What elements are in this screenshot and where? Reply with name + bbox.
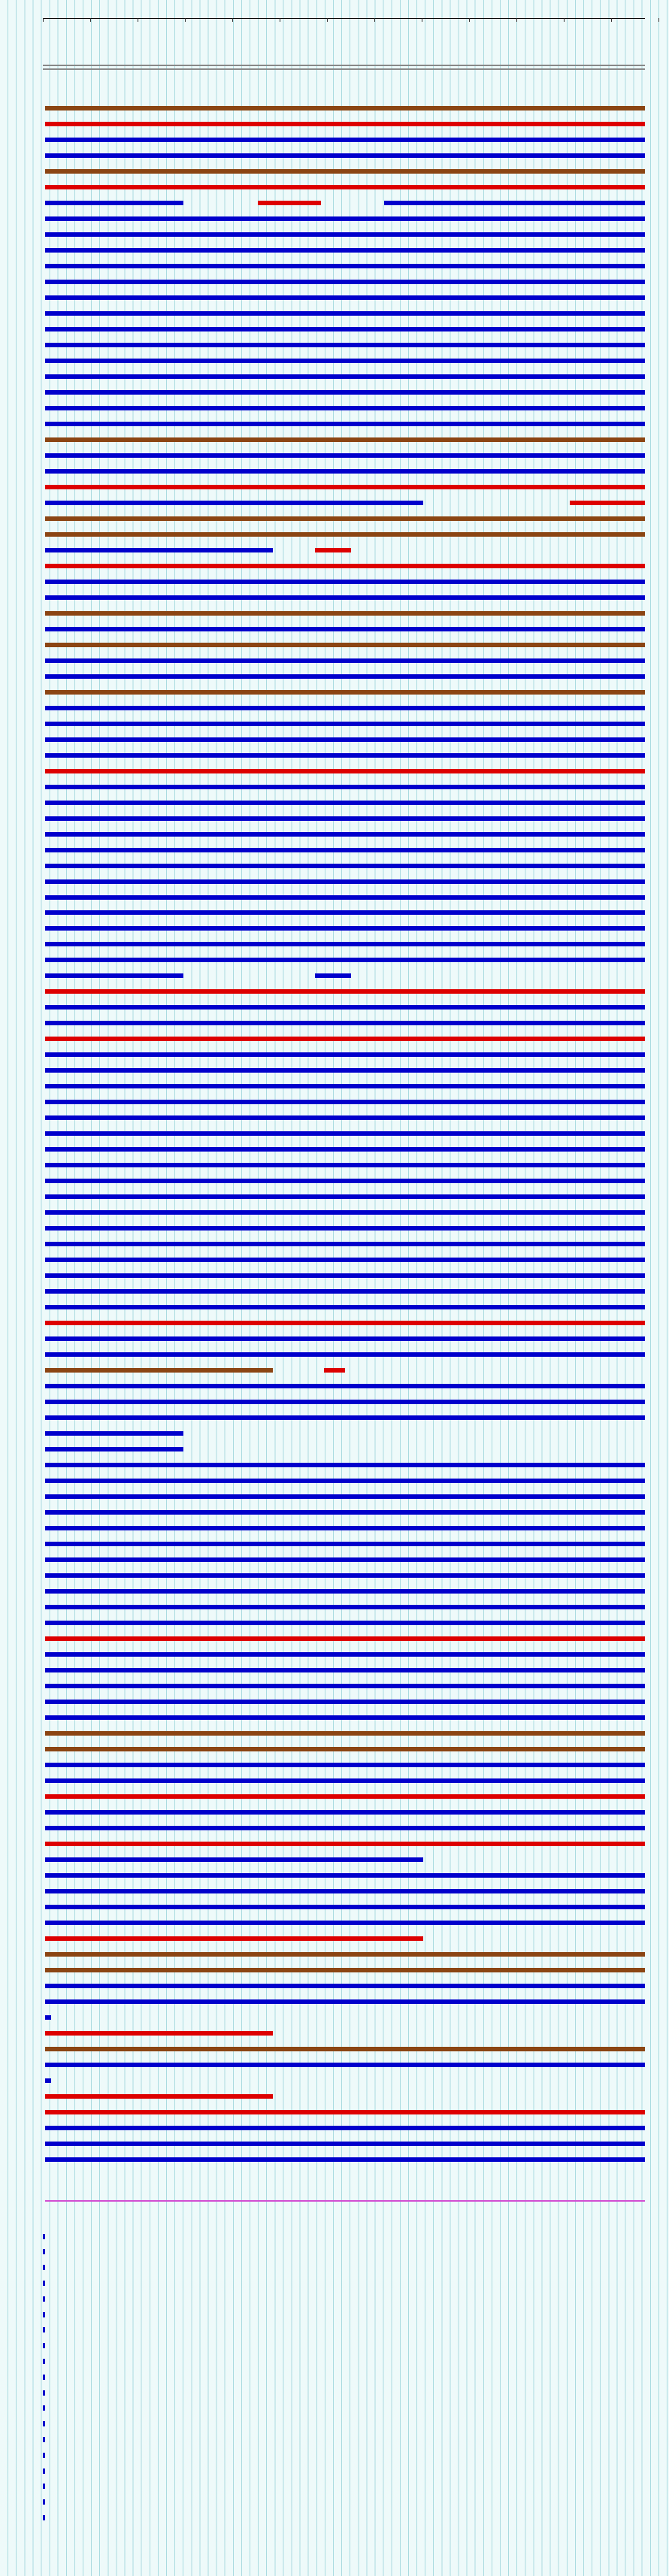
dgv-variant-bar — [45, 1005, 645, 1010]
dgv-variant-bar — [45, 232, 645, 237]
dgv-variant-bar — [45, 1810, 645, 1815]
cytoband-bar-2 — [43, 68, 645, 70]
ruler-tick — [327, 18, 328, 22]
segdup-marker — [43, 2421, 45, 2426]
dgv-variant-bar — [45, 359, 645, 363]
dgv-variant-bar — [45, 122, 645, 126]
dgv-variant-bar — [45, 280, 645, 284]
dgv-variant-bar — [45, 1400, 645, 1404]
dgv-variant-bar — [45, 1289, 645, 1294]
ruler-tick — [611, 18, 612, 22]
dgv-variant-bar — [315, 548, 351, 552]
segdup-marker — [43, 2327, 45, 2332]
dgv-variant-bar — [45, 1431, 183, 1436]
dgv-variant-bar — [45, 1589, 645, 1594]
ruler-tick — [232, 18, 233, 22]
dgv-variant-bar — [45, 706, 645, 710]
dgv-variant-bar — [315, 973, 351, 978]
dgv-variant-bar — [45, 1747, 645, 1751]
dgv-variant-bar — [45, 327, 645, 331]
dgv-variant-bar — [45, 643, 645, 647]
segdup-marker — [43, 2296, 45, 2302]
dgv-variant-bar — [45, 989, 645, 994]
dgv-variant-bar — [45, 1889, 645, 1893]
ruler-tick — [516, 18, 517, 22]
dgv-variant-bar — [105, 2157, 645, 2162]
segdup-marker — [43, 2405, 45, 2411]
dgv-variant-bar — [45, 1873, 645, 1878]
dgv-variant-bar — [45, 1526, 645, 1530]
segdup-marker — [43, 2515, 45, 2520]
dgv-variant-bar — [45, 1352, 645, 1357]
dgv-variant-bar — [45, 1921, 645, 1925]
dgv-variant-bar — [45, 1242, 645, 1246]
dgv-variant-bar — [45, 658, 645, 663]
ruler-tick — [43, 18, 44, 22]
dgv-variant-bar — [45, 1715, 645, 1720]
dgv-variant-bar — [45, 264, 645, 268]
dgv-variant-bar — [45, 1573, 645, 1578]
segdup-marker — [43, 2265, 45, 2270]
dgv-variant-bar — [45, 169, 645, 174]
dgv-variant-bar — [45, 2126, 645, 2130]
segdup-marker — [43, 2281, 45, 2286]
dgv-variant-bar — [45, 580, 645, 584]
segdup-marker — [43, 2375, 45, 2380]
dgv-variant-bar — [45, 201, 183, 205]
dgv-variant-bar — [45, 816, 645, 821]
dgv-variant-bar — [45, 1258, 645, 1262]
dgv-variant-bar — [45, 1936, 423, 1941]
dgv-variant-bar — [45, 1684, 645, 1688]
dgv-variant-bar — [45, 1652, 645, 1657]
dgv-variant-bar — [45, 106, 645, 110]
dgv-variant-bar — [45, 1605, 645, 1609]
dgv-variant-bar — [45, 1999, 645, 2004]
dgv-variant-bar — [45, 1984, 645, 1988]
dgv-variant-bar — [45, 1115, 645, 1120]
segdup-marker — [43, 2390, 45, 2396]
dgv-variant-bar — [45, 1905, 645, 1909]
dgv-variant-bar — [45, 801, 645, 805]
dgv-variant-bar — [45, 532, 645, 537]
ruler-tick — [185, 18, 186, 22]
dgv-variant-bar — [45, 1794, 645, 1799]
dgv-variant-bar — [45, 769, 645, 773]
dgv-variant-bar — [45, 437, 645, 442]
dgv-variant-bar — [45, 1763, 645, 1767]
dgv-variant-bar — [45, 1557, 645, 1562]
dgv-variant-bar — [45, 690, 645, 695]
ruler-tick — [90, 18, 91, 22]
dgv-variant-bar — [45, 1857, 423, 1862]
dgv-variant-bar — [45, 737, 645, 742]
dgv-variant-bar — [45, 2031, 273, 2036]
dgv-variant-bar — [45, 674, 645, 679]
segdup-marker — [43, 2343, 45, 2348]
dgv-variant-bar — [45, 1968, 645, 1972]
segdup-marker — [43, 2437, 45, 2442]
dgv-variant-bar — [45, 1636, 645, 1641]
segdup-marker — [43, 2484, 45, 2489]
dgv-variant-bar — [45, 422, 645, 426]
dgv-variant-bar — [45, 248, 645, 253]
dgv-variant-bar — [45, 1668, 645, 1672]
dgv-variant-bar — [45, 848, 645, 852]
dgv-variant-bar — [45, 1842, 645, 1846]
dgv-variant-bar — [45, 753, 645, 758]
dgv-variant-bar — [384, 201, 645, 205]
cytoband-bar — [43, 65, 645, 66]
dgv-variant-bar — [45, 1368, 273, 1373]
dgv-variant-bar — [45, 1037, 645, 1041]
dgv-variant-bar — [45, 1321, 645, 1325]
dgv-variant-bar — [45, 138, 645, 142]
refseq-gene-line — [45, 2200, 645, 2202]
dgv-variant-bar — [324, 1368, 345, 1373]
dgv-variant-bar — [45, 1494, 645, 1499]
dgv-variant-bar — [45, 469, 645, 474]
segdup-marker — [43, 2469, 45, 2474]
dgv-variant-bar — [45, 311, 645, 316]
dgv-variant-bar — [45, 1163, 645, 1167]
dgv-variant-bar — [45, 1336, 645, 1341]
dgv-variant-bar — [45, 485, 645, 489]
dgv-variant-bar — [45, 1210, 645, 1215]
segdup-marker — [43, 2453, 45, 2458]
dgv-variant-bar — [45, 564, 645, 568]
dgv-variant-bar — [45, 864, 645, 868]
dgv-variant-bar — [45, 958, 645, 962]
ruler-tick — [374, 18, 375, 22]
dgv-variant-bar — [45, 785, 645, 789]
dgv-variant-bar — [45, 942, 645, 946]
dgv-variant-bar — [45, 343, 645, 347]
dgv-variant-bar — [45, 1700, 645, 1704]
dgv-variant-bar — [45, 1021, 645, 1025]
dgv-variant-bar — [45, 2157, 105, 2162]
dgv-variant-bar — [45, 1084, 645, 1088]
segdup-marker — [43, 2234, 45, 2239]
ruler-tick — [469, 18, 470, 22]
segdup-marker — [43, 2499, 45, 2505]
dgv-variant-bar — [258, 201, 321, 205]
dgv-variant-bar — [45, 1384, 645, 1388]
dgv-variant-bar — [45, 1226, 645, 1230]
segdup-marker — [43, 2359, 45, 2364]
dgv-variant-bar — [45, 1952, 645, 1957]
dgv-variant-bar — [45, 1415, 645, 1420]
dgv-variant-bar — [45, 501, 423, 505]
dgv-variant-bar — [45, 1068, 645, 1073]
segdup-marker — [43, 2312, 45, 2317]
dgv-variant-bar — [45, 595, 645, 600]
ruler-tick — [564, 18, 565, 22]
dgv-variant-bar — [45, 1273, 645, 1278]
dgv-variant-bar — [45, 1778, 645, 1783]
dgv-variant-bar — [45, 2015, 51, 2020]
dgv-variant-bar — [45, 216, 645, 221]
dgv-variant-bar — [45, 832, 645, 837]
dgv-variant-bar — [45, 1621, 645, 1625]
dgv-variant-bar — [45, 1194, 645, 1199]
dgv-variant-bar — [45, 153, 645, 158]
dgv-variant-bar — [45, 1731, 645, 1736]
dgv-variant-bar — [45, 1479, 645, 1483]
dgv-variant-bar — [45, 185, 645, 189]
dgv-variant-bar — [45, 1147, 645, 1152]
dgv-variant-bar — [45, 611, 645, 616]
dgv-variant-bar — [45, 973, 183, 978]
dgv-variant-bar — [45, 374, 645, 379]
ruler-axis-line — [43, 18, 645, 19]
dgv-variant-bar — [45, 910, 645, 915]
dgv-variant-bar — [45, 516, 645, 521]
dgv-variant-bar — [45, 895, 645, 900]
dgv-variant-bar — [45, 2047, 645, 2051]
dgv-variant-bar — [45, 2063, 645, 2067]
ruler-tick — [658, 18, 659, 22]
dgv-variant-bar — [45, 926, 645, 931]
dgv-variant-bar — [45, 1542, 645, 1546]
dgv-variant-bar — [45, 390, 645, 395]
segdup-marker — [43, 2249, 45, 2254]
dgv-variant-bar — [45, 627, 645, 631]
dgv-variant-bar — [45, 295, 645, 300]
dgv-variant-bar — [570, 501, 645, 505]
dgv-variant-bar — [45, 1179, 645, 1183]
dgv-variant-bar — [45, 1305, 645, 1309]
dgv-variant-bar — [45, 2142, 645, 2146]
dgv-variant-bar — [45, 2078, 51, 2083]
dgv-variant-bar — [45, 1447, 183, 1451]
dgv-variant-bar — [45, 2094, 273, 2099]
dgv-variant-bar — [45, 1131, 645, 1136]
dgv-variant-bar — [45, 1510, 645, 1515]
dgv-variant-bar — [45, 1100, 645, 1104]
dgv-variant-bar — [45, 1052, 645, 1057]
dgv-variant-bar — [45, 1826, 645, 1830]
dgv-variant-bar — [45, 453, 645, 458]
dgv-variant-bar — [45, 722, 645, 726]
dgv-variant-bar — [45, 879, 645, 884]
dgv-variant-bar — [45, 1463, 645, 1467]
dgv-variant-bar — [45, 548, 273, 552]
dgv-variant-bar — [45, 2110, 645, 2114]
dgv-variant-bar — [45, 406, 645, 410]
